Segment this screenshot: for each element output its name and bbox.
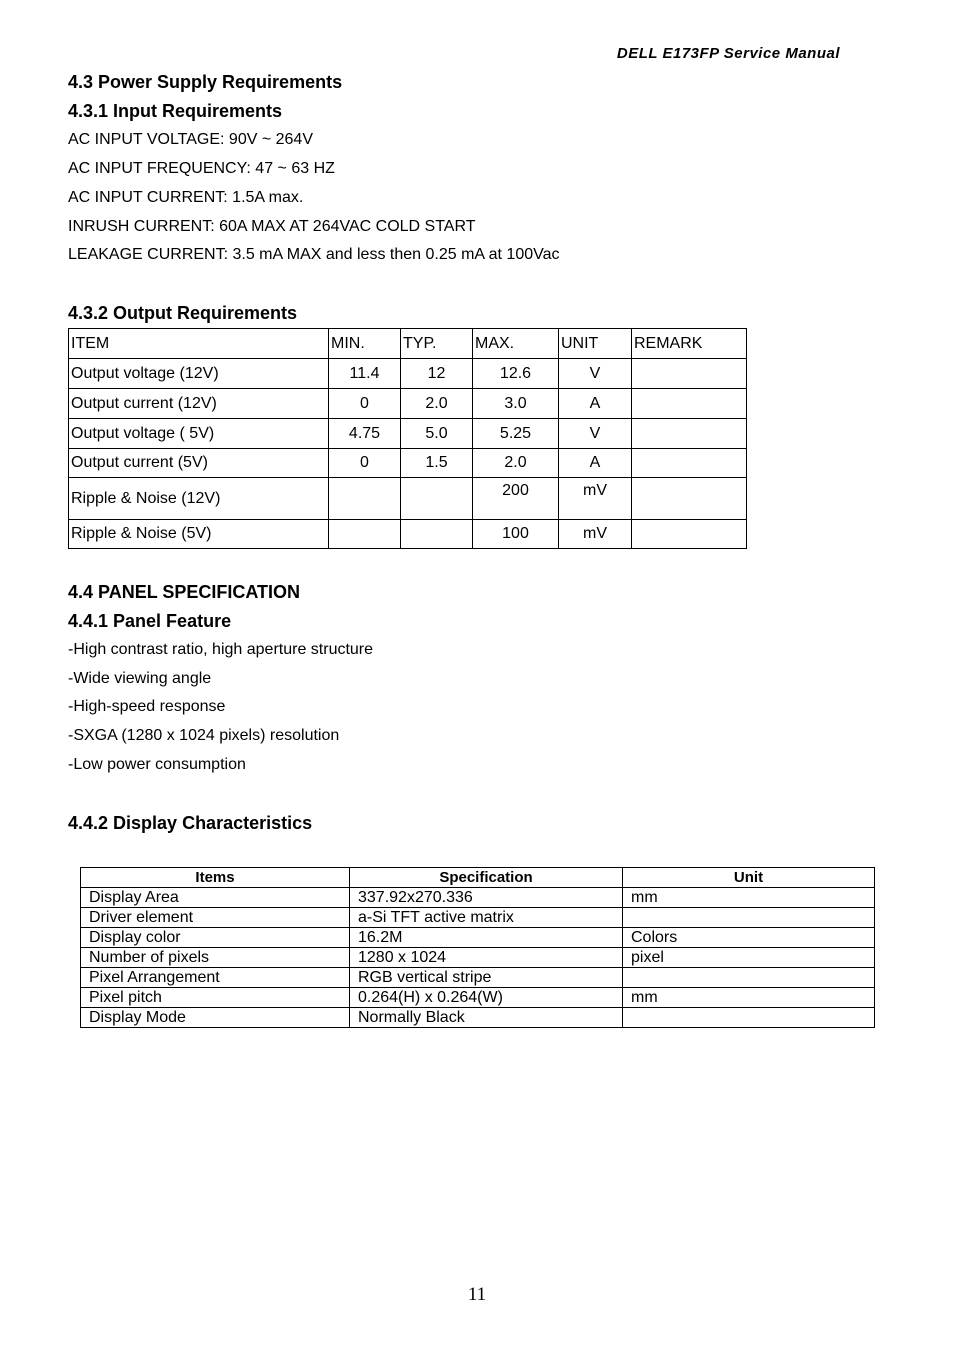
header-cell: MIN. xyxy=(329,329,401,359)
table-cell xyxy=(632,419,747,449)
table-cell: 2.0 xyxy=(401,389,473,419)
header-cell: UNIT xyxy=(559,329,632,359)
header-cell: Items xyxy=(81,868,350,888)
display-characteristics-table xyxy=(80,867,875,1028)
section-heading-panel-specification: 4.4 PANEL SPECIFICATION xyxy=(68,582,301,602)
section-heading-panel-feature: 4.4.1 Panel Feature xyxy=(68,611,232,631)
table-row xyxy=(81,1008,875,1028)
table-cell xyxy=(623,1008,875,1028)
table-cell: 0 xyxy=(329,389,401,419)
table-row xyxy=(81,888,875,908)
table-cell: mm xyxy=(623,888,875,908)
feature-item: -High contrast ratio, high aperture structure xyxy=(68,641,374,658)
table-cell: Ripple & Noise (5V) xyxy=(69,520,329,549)
table-cell: 0 xyxy=(329,449,401,478)
table-cell xyxy=(632,478,747,520)
table-cell: 12 xyxy=(401,359,473,389)
header-cell: TYP. xyxy=(401,329,473,359)
table-cell: 16.2M xyxy=(350,928,623,948)
feature-item: -Wide viewing angle xyxy=(68,670,212,687)
table-cell xyxy=(401,520,473,549)
input-line-leakage: LEAKAGE CURRENT: 3.5 mA MAX and less then 0.25 mA at 100Vac xyxy=(68,246,560,263)
table-cell: 5.0 xyxy=(401,419,473,449)
table-cell: 11.4 xyxy=(329,359,401,389)
table-cell: Ripple & Noise (12V) xyxy=(69,478,329,520)
header-cell: REMARK xyxy=(632,329,747,359)
table-row xyxy=(69,359,747,389)
table-cell: Output current (5V) xyxy=(69,449,329,478)
table-cell: V xyxy=(559,359,632,389)
table-cell xyxy=(623,908,875,928)
table-row xyxy=(69,419,747,449)
table-cell: 3.0 xyxy=(473,389,559,419)
table-row xyxy=(81,948,875,968)
page-number: 11 xyxy=(467,1284,487,1305)
table-cell: 0.264(H) x 0.264(W) xyxy=(350,988,623,1008)
table-cell: Normally Black xyxy=(350,1008,623,1028)
table-row xyxy=(69,389,747,419)
table-row xyxy=(69,478,747,520)
table-row xyxy=(81,928,875,948)
table-cell: V xyxy=(559,419,632,449)
table-cell: 1.5 xyxy=(401,449,473,478)
header-cell: Unit xyxy=(623,868,875,888)
feature-item: -SXGA (1280 x 1024 pixels) resolution xyxy=(68,727,340,744)
table-cell xyxy=(329,478,401,520)
table-cell: A xyxy=(559,449,632,478)
table-cell: 12.6 xyxy=(473,359,559,389)
table-cell xyxy=(632,359,747,389)
table-cell xyxy=(623,968,875,988)
section-heading-power-supply: 4.3 Power Supply Requirements xyxy=(68,72,343,92)
table-cell: Display color xyxy=(81,928,350,948)
table-cell: 2.0 xyxy=(473,449,559,478)
table-header-row xyxy=(69,329,747,359)
table-cell xyxy=(329,520,401,549)
section-heading-output-requirements: 4.3.2 Output Requirements xyxy=(68,303,298,323)
manual-header: DELL E173FP Service Manual xyxy=(616,45,840,62)
output-requirements-table xyxy=(68,328,747,549)
input-line-frequency: AC INPUT FREQUENCY: 47 ~ 63 HZ xyxy=(68,160,335,177)
table-cell: Output voltage ( 5V) xyxy=(69,419,329,449)
table-cell: mV xyxy=(559,520,632,549)
table-cell xyxy=(632,449,747,478)
table-cell: Display Area xyxy=(81,888,350,908)
table-cell: RGB vertical stripe xyxy=(350,968,623,988)
table-cell: Colors xyxy=(623,928,875,948)
header-cell: MAX. xyxy=(473,329,559,359)
section-heading-display-characteristics: 4.4.2 Display Characteristics xyxy=(68,813,313,833)
table-cell: 1280 x 1024 xyxy=(350,948,623,968)
table-cell: 337.92x270.336 xyxy=(350,888,623,908)
table-cell: 200 xyxy=(473,478,559,520)
input-line-inrush: INRUSH CURRENT: 60A MAX AT 264VAC COLD START xyxy=(68,218,476,235)
table-row xyxy=(81,968,875,988)
table-cell: Pixel Arrangement xyxy=(81,968,350,988)
table-cell: A xyxy=(559,389,632,419)
table-row xyxy=(69,520,747,549)
table-cell: Output current (12V) xyxy=(69,389,329,419)
table-cell: pixel xyxy=(623,948,875,968)
table-cell: 4.75 xyxy=(329,419,401,449)
table-row xyxy=(81,908,875,928)
input-line-current: AC INPUT CURRENT: 1.5A max. xyxy=(68,189,304,206)
table-cell: Driver element xyxy=(81,908,350,928)
header-cell: ITEM xyxy=(69,329,329,359)
table-cell: a-Si TFT active matrix xyxy=(350,908,623,928)
table-cell: Number of pixels xyxy=(81,948,350,968)
input-line-voltage: AC INPUT VOLTAGE: 90V ~ 264V xyxy=(68,131,313,148)
table-cell: 100 xyxy=(473,520,559,549)
table-cell: Display Mode xyxy=(81,1008,350,1028)
table-cell xyxy=(632,520,747,549)
table-cell: Pixel pitch xyxy=(81,988,350,1008)
table-row xyxy=(81,988,875,1008)
header-cell: Specification xyxy=(350,868,623,888)
table-cell xyxy=(632,389,747,419)
table-cell: mV xyxy=(559,478,632,520)
section-heading-input-requirements: 4.3.1 Input Requirements xyxy=(68,101,283,121)
table-cell: 5.25 xyxy=(473,419,559,449)
feature-item: -High-speed response xyxy=(68,698,226,715)
table-cell: Output voltage (12V) xyxy=(69,359,329,389)
table-cell: mm xyxy=(623,988,875,1008)
feature-item: -Low power consumption xyxy=(68,756,246,773)
table-row xyxy=(69,449,747,478)
table-cell xyxy=(401,478,473,520)
table-header-row xyxy=(81,868,875,888)
